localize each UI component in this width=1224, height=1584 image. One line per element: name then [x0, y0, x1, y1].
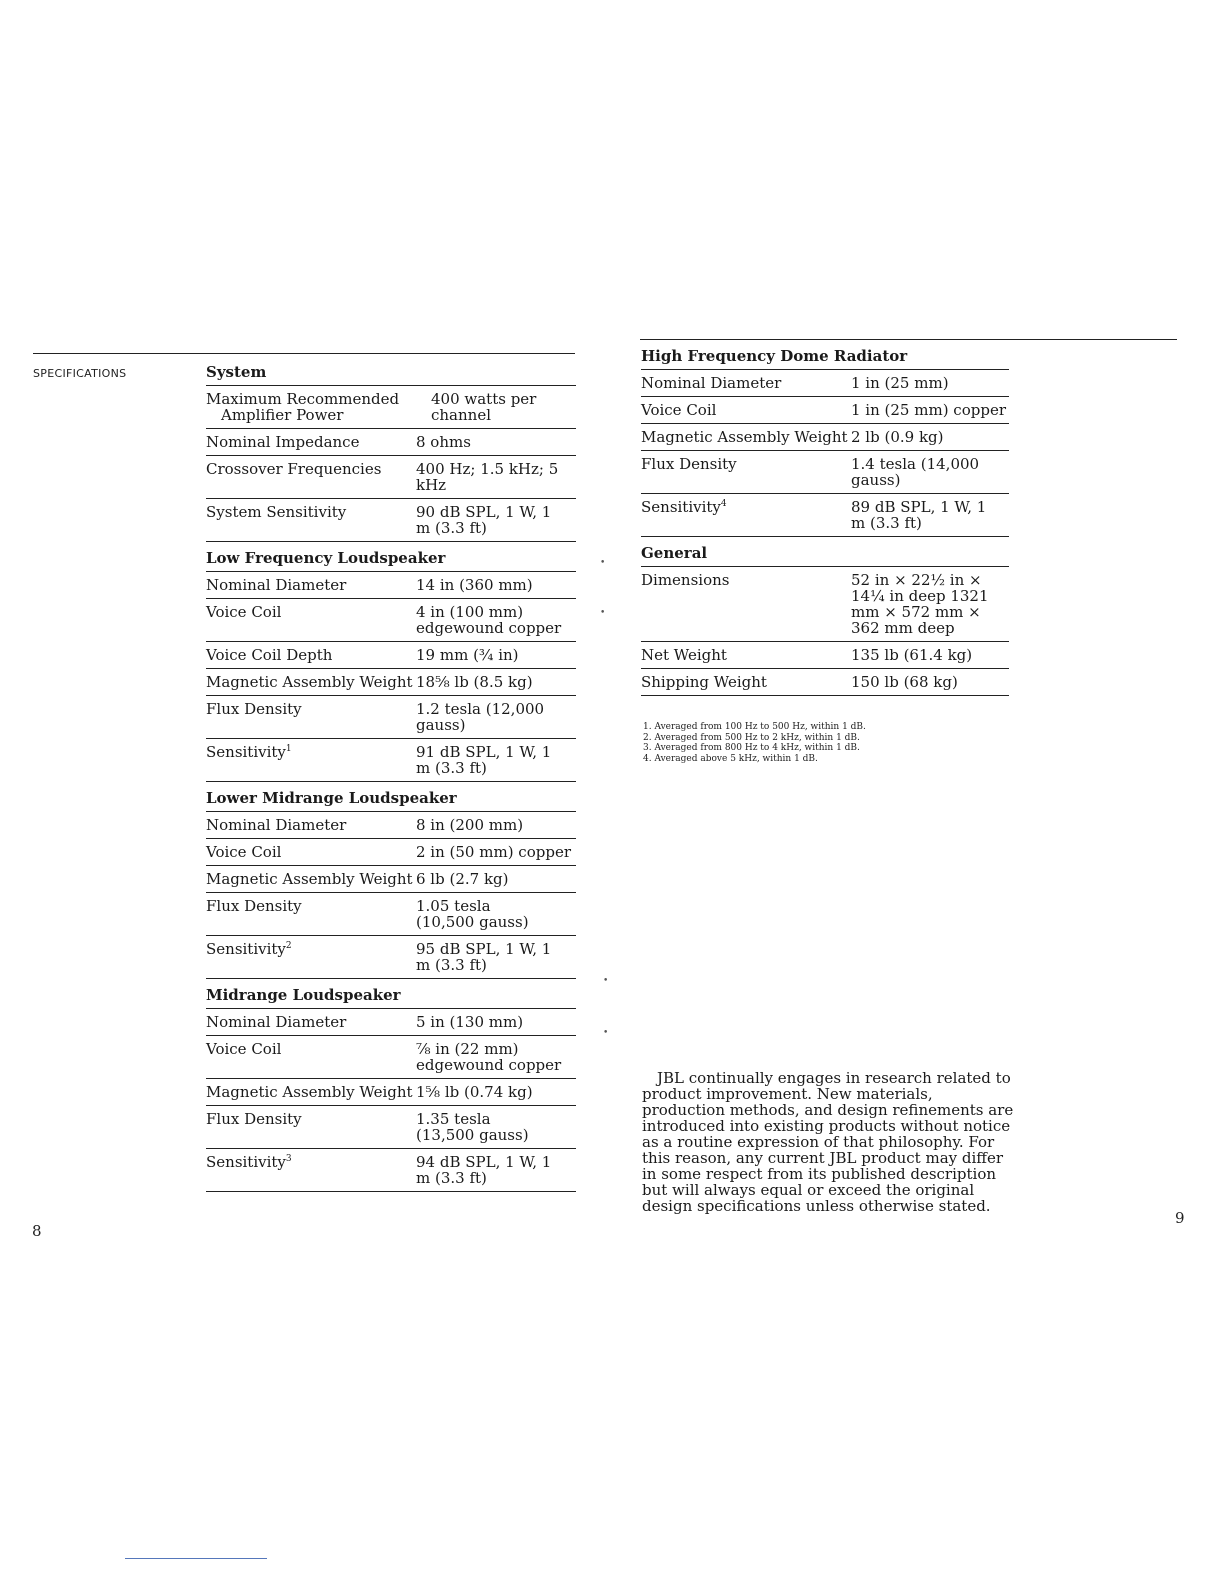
- table-row: [206, 669, 576, 696]
- spec-value: 1.05 tesla (10,500 gauss): [416, 897, 529, 931]
- spec-label: Magnetic Assembly Weight: [206, 1083, 413, 1101]
- spec-label: Magnetic Assembly Weight: [641, 428, 848, 446]
- spec-value: 94 dB SPL, 1 W, 1 m (3.3 ft): [416, 1153, 552, 1187]
- scan-mark: •: [603, 976, 609, 986]
- spec-value: 1⅝ lb (0.74 kg): [416, 1083, 533, 1101]
- footnote-3: 3. Averaged from 800 Hz to 4 kHz, within 1 dB.: [643, 743, 860, 753]
- spec-label: Flux Density: [641, 455, 737, 473]
- table-row: [641, 451, 1009, 494]
- table-row: [206, 1079, 576, 1106]
- spec-value: 52 in × 22½ in × 14¼ in deep 1321 mm × 572 mm × 362 mm deep: [851, 571, 989, 637]
- spec-value: 1.2 tesla (12,000 gauss): [416, 700, 545, 734]
- spec-value: 400 watts per channel: [431, 390, 537, 424]
- spec-value: 135 lb (61.4 kg): [851, 646, 973, 664]
- spec-label: Maximum Recommended Amplifier Power: [206, 390, 400, 424]
- specifications-label: SPECIFICATIONS: [33, 367, 127, 380]
- footnote-ref: 1: [285, 744, 292, 754]
- spec-label: System Sensitivity: [206, 503, 347, 521]
- spec-value: 89 dB SPL, 1 W, 1 m (3.3 ft): [851, 498, 987, 532]
- footnote-ref: 4: [720, 499, 727, 509]
- left-spec-table: [206, 360, 576, 1192]
- table-row: [206, 893, 576, 936]
- spec-value: 2 in (50 mm) copper: [416, 843, 571, 861]
- spec-label: Voice Coil: [206, 843, 282, 861]
- right-top-rule: [640, 339, 1177, 340]
- spec-value: 14 in (360 mm): [416, 576, 533, 594]
- right-spec-table: [641, 344, 1009, 696]
- section-title-midrange: Midrange Loudspeaker: [206, 983, 576, 1009]
- table-row: [206, 839, 576, 866]
- spec-value: 6 lb (2.7 kg): [416, 870, 509, 888]
- spec-label: Voice Coil: [641, 401, 717, 419]
- table-row: [206, 1149, 576, 1192]
- table-row: [206, 812, 576, 839]
- table-row: [206, 599, 576, 642]
- footnote-ref: 2: [285, 941, 292, 951]
- table-row: [641, 370, 1009, 397]
- spec-value: 19 mm (¾ in): [416, 646, 519, 664]
- table-row: [641, 424, 1009, 451]
- spec-value: 8 in (200 mm): [416, 816, 524, 834]
- spec-value: 1.4 tesla (14,000 gauss): [851, 455, 980, 489]
- spec-label: Nominal Impedance: [206, 433, 360, 451]
- scan-mark: •: [603, 1028, 609, 1038]
- spec-value: 95 dB SPL, 1 W, 1 m (3.3 ft): [416, 940, 552, 974]
- table-row: [641, 397, 1009, 424]
- table-row: [206, 739, 576, 782]
- spec-value: 90 dB SPL, 1 W, 1 m (3.3 ft): [416, 503, 552, 537]
- spec-value: 5 in (130 mm): [416, 1013, 524, 1031]
- spec-value: 2 lb (0.9 kg): [851, 428, 944, 446]
- spec-label: Nominal Diameter: [206, 1013, 347, 1031]
- spec-label: Dimensions: [641, 571, 730, 589]
- spec-label: Magnetic Assembly Weight: [206, 673, 413, 691]
- spec-value: 150 lb (68 kg): [851, 673, 958, 691]
- spec-value: 1.35 tesla (13,500 gauss): [416, 1110, 529, 1144]
- table-row: [206, 386, 576, 429]
- spec-label: Nominal Diameter: [641, 374, 782, 392]
- table-row: [206, 642, 576, 669]
- disclaimer-paragraph: JBL continually engages in research related to product improvement. New materials, production methods, and design refinements are introduced into existing products without notice as a routine expression of that philosophy. For this reason, any current JBL product may differ in some respect from its published description but will always equal or exceed the original design specifications unless otherwise stated.: [642, 1069, 1014, 1215]
- page-number-left: 8: [32, 1222, 42, 1240]
- footnote-1: 1. Averaged from 100 Hz to 500 Hz, within 1 dB.: [643, 722, 866, 732]
- spec-label: Flux Density: [206, 1110, 302, 1128]
- spec-label: Sensitivity: [206, 743, 286, 761]
- table-row: [206, 499, 576, 542]
- scan-mark: •: [600, 558, 606, 568]
- left-top-rule: [33, 353, 575, 354]
- spec-label: Nominal Diameter: [206, 816, 347, 834]
- table-row: [641, 567, 1009, 642]
- footnote-2: 2. Averaged from 500 Hz to 2 kHz, within 1 dB.: [643, 732, 860, 743]
- spec-value: 18⅝ lb (8.5 kg): [416, 673, 533, 691]
- table-row: [206, 936, 576, 979]
- section-title-general: General: [641, 541, 1009, 567]
- spec-label: Magnetic Assembly Weight: [206, 870, 413, 888]
- spec-label: Nominal Diameter: [206, 576, 347, 594]
- table-row: [641, 669, 1009, 696]
- bottom-rule: [125, 1558, 267, 1559]
- spec-label: Flux Density: [206, 700, 302, 718]
- table-row: [206, 866, 576, 893]
- table-row: [206, 456, 576, 499]
- spec-label: Flux Density: [206, 897, 302, 915]
- spec-label: Crossover Frequencies: [206, 460, 382, 478]
- spec-label: Voice Coil: [206, 603, 282, 621]
- spec-value: 1 in (25 mm) copper: [851, 401, 1006, 419]
- table-row: [641, 642, 1009, 669]
- table-row: [206, 1106, 576, 1149]
- table-row: [206, 696, 576, 739]
- page-number-right: 9: [1175, 1209, 1185, 1227]
- table-row: [641, 494, 1009, 537]
- footnote-4: 4. Averaged above 5 kHz, within 1 dB.: [643, 753, 818, 764]
- spec-label: Sensitivity: [641, 498, 721, 516]
- spec-label: Shipping Weight: [641, 673, 767, 691]
- spec-label: Voice Coil: [206, 1040, 282, 1058]
- spec-label: Sensitivity: [206, 1153, 286, 1171]
- spec-value: 1 in (25 mm): [851, 374, 949, 392]
- spec-value: 400 Hz; 1.5 kHz; 5 kHz: [416, 460, 559, 494]
- section-title-high-frequency: High Frequency Dome Radiator: [641, 344, 1009, 370]
- table-row: [206, 1036, 576, 1079]
- section-title-lower-midrange: Lower Midrange Loudspeaker: [206, 786, 576, 812]
- section-title-low-frequency: Low Frequency Loudspeaker: [206, 546, 576, 572]
- footnote-ref: 3: [285, 1154, 292, 1164]
- spec-label: Voice Coil Depth: [206, 646, 333, 664]
- spec-value: 91 dB SPL, 1 W, 1 m (3.3 ft): [416, 743, 552, 777]
- spec-value: 4 in (100 mm) edgewound copper: [416, 603, 562, 637]
- spec-value: ⅞ in (22 mm) edgewound copper: [416, 1040, 562, 1074]
- table-row: [206, 429, 576, 456]
- scan-mark: •: [600, 608, 606, 618]
- table-row: [206, 572, 576, 599]
- table-row: [206, 1009, 576, 1036]
- spec-label: Sensitivity: [206, 940, 286, 958]
- spec-value: 8 ohms: [416, 433, 471, 451]
- footnotes: [643, 722, 866, 764]
- section-title-system: System: [206, 360, 576, 386]
- spec-label: Net Weight: [641, 646, 727, 664]
